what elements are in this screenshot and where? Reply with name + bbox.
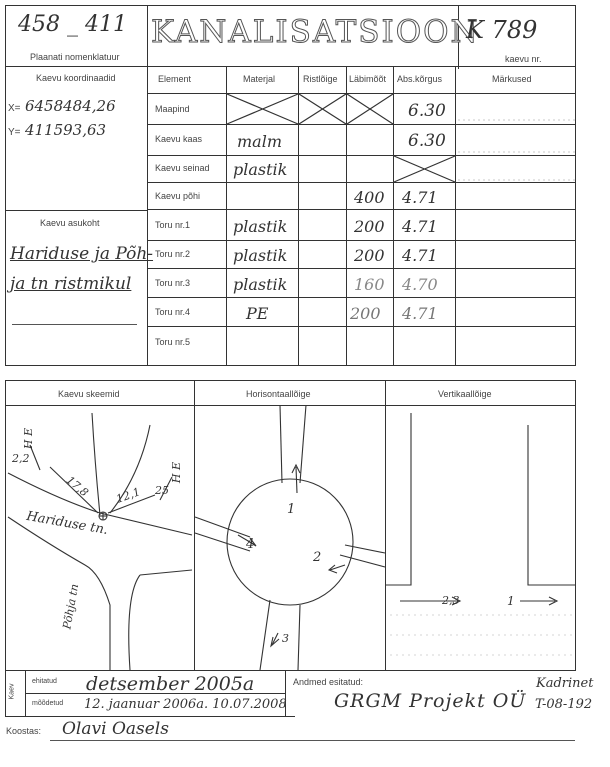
footer-made-value: detsember 2005a [86, 673, 255, 695]
pipe-label-3: 3 [282, 632, 289, 645]
row-abs-height: 4.71 [402, 246, 438, 265]
form-title: KANALISATSIOON [151, 14, 480, 50]
header-diameter: Läbimõõt [349, 74, 387, 84]
row-element: Kaevu seinad [155, 163, 210, 173]
row-diameter: 200 [350, 304, 381, 323]
scheme-street-label: Hariduse tn. [25, 508, 110, 539]
coordinate-y: Y= 411593,63 [8, 121, 107, 139]
scheme-he-right: H E [170, 461, 184, 484]
scheme-street2-label: Põhja tn [60, 582, 82, 631]
footer-data-value: GRGM Projekt OÜ [334, 690, 527, 712]
footer-compiler-value: Olavi Oasels [62, 719, 169, 739]
sketch-label-schemes: Kaevu skeemid [58, 389, 120, 399]
scheme-dimension-left: 17,8 [63, 473, 91, 500]
scheme-he-left: H E [22, 427, 36, 450]
footer-compiler-label: Koostas: [6, 726, 42, 736]
pipe-label-2: 2 [313, 550, 322, 565]
header-element: Element [158, 74, 192, 84]
row-diameter: 200 [354, 246, 385, 265]
row-diameter: 400 [354, 188, 385, 207]
footer-made-label: ehitatud [32, 678, 57, 685]
row-element: Maapind [155, 104, 190, 114]
header-material: Materjal [243, 74, 276, 84]
sketch-label-vertical: Vertikaallõige [438, 389, 492, 399]
sketch-drawings [0, 405, 610, 670]
row-element: Toru nr.1 [155, 220, 191, 230]
row-material: plastik [233, 160, 288, 179]
row-abs-height: 4.71 [402, 304, 438, 323]
header-notes: Märkused [492, 74, 532, 84]
row-diameter: 160 [354, 275, 385, 294]
row-material: malm [237, 132, 282, 151]
header-abs-height: Abs.kõrgus [397, 74, 443, 84]
row-abs-height: 4.70 [402, 275, 438, 294]
location-line1: Hariduse ja Põh- [10, 244, 154, 264]
row-element: Kaevu põhi [155, 191, 201, 201]
pipe-label-1: 1 [287, 502, 296, 517]
row-material: plastik [233, 275, 288, 294]
location-label: Kaevu asukoht [40, 218, 100, 228]
row-abs-height: 4.71 [402, 188, 438, 207]
footer-data-label: Andmed esitatud: [293, 677, 364, 687]
row-material: plastik [233, 217, 288, 236]
well-number-label: kaevu nr. [505, 54, 542, 64]
pipe-label-4: 4 [246, 537, 255, 552]
vertical-label-right: 1 [507, 594, 515, 608]
header-cross-section: Ristlõige [303, 74, 338, 84]
row-element: Kaevu kaas [155, 134, 203, 144]
nomenclature-value: 458 _ 411 [18, 12, 127, 37]
footer-measured-value: 12. jaanuar 2006a. 10.07.2008 [84, 697, 287, 712]
row-element: Toru nr.2 [155, 249, 191, 259]
footer-code: T-08-192 [535, 697, 593, 712]
scheme-dimension-far: 25 [155, 484, 169, 497]
row-element: Toru nr.4 [155, 307, 191, 317]
row-diameter: 200 [354, 217, 385, 236]
nomenclature-label: Plaanati nomenklatuur [30, 52, 120, 62]
location-line2: ja tn ristmikul [10, 274, 132, 294]
footer-side-label: Kaev [8, 683, 16, 700]
scheme-he-left-value: 2,2 [12, 452, 30, 465]
coordinates-label: Kaevu koordinaadid [36, 73, 116, 83]
cross-out-marks [0, 0, 610, 370]
well-number-value: K 789 [466, 16, 538, 44]
footer-measured-label: mõõdetud [32, 700, 64, 707]
row-abs-height: 6.30 [408, 101, 446, 121]
row-element: Toru nr.3 [155, 278, 191, 288]
row-abs-height: 4.71 [402, 217, 438, 236]
vertical-label-left: 2,3 [442, 594, 460, 607]
row-material: plastik [233, 246, 288, 265]
coordinate-x: X= 6458484,26 [8, 97, 116, 115]
row-material: PE [246, 304, 269, 323]
scheme-dimension-right: 12,1 [114, 485, 142, 506]
footer-signature: Kadrinet [536, 676, 594, 691]
sketch-label-horizontal: Horisontaallõige [246, 389, 311, 399]
row-element: Toru nr.5 [155, 337, 191, 347]
row-abs-height: 6.30 [408, 131, 446, 151]
